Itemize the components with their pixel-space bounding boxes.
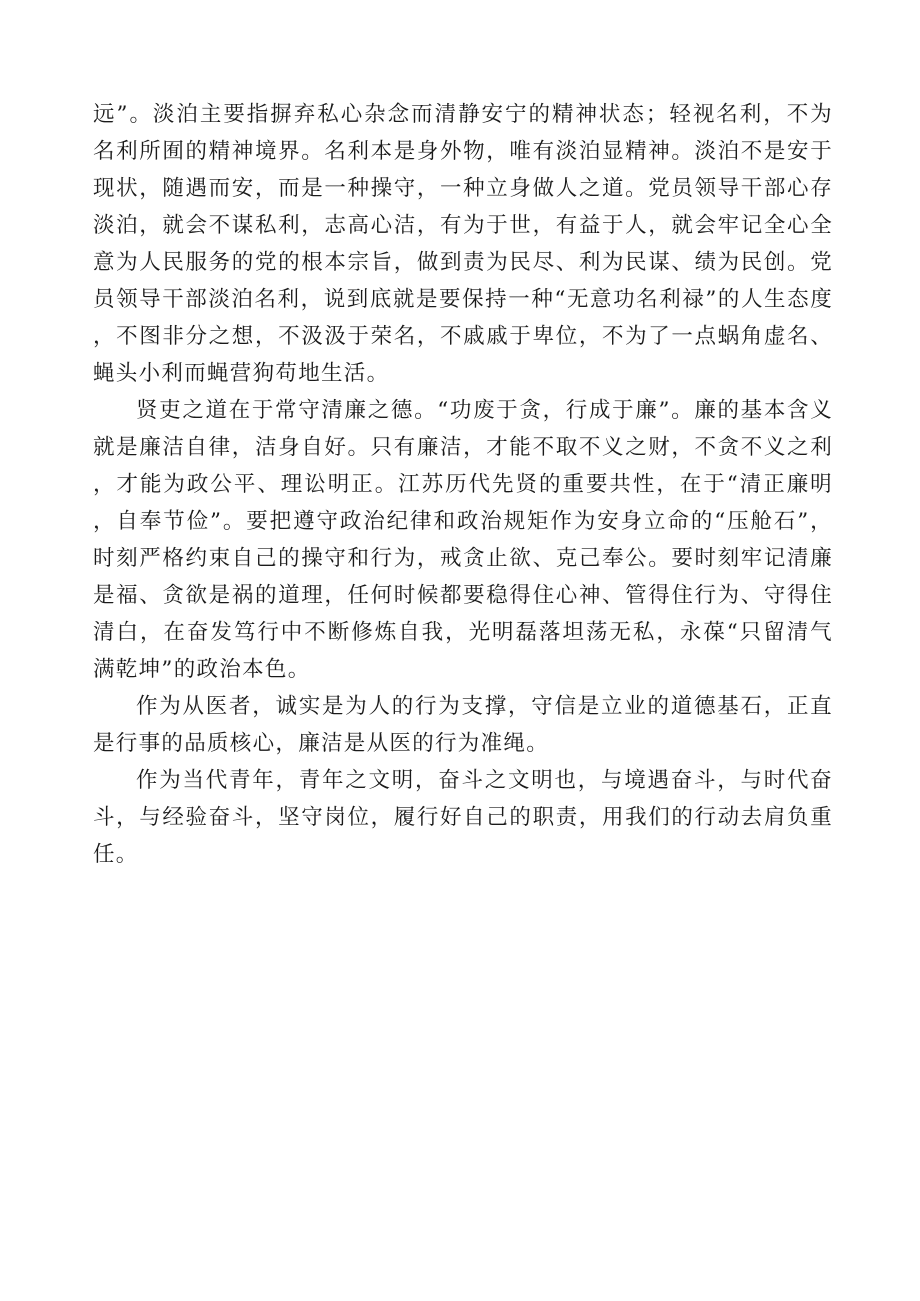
paragraph-4: 作为当代青年，青年之文明，奋斗之文明也，与境遇奋斗，与时代奋斗，与经验奋斗，坚守岗位，履行好自己的职责，用我们的行动去肩负重任。 — [93, 768, 833, 867]
paragraph-1: 远”。淡泊主要指摒弃私心杂念而清静安宁的精神状态；轻视名利，不为名利所囿的精神境界。名利本是身外物，唯有淡泊显精神。淡泊不是安于现状，随遇而安，而是一种操守，一种立身做人之道。党员领导干部心存淡泊，就会不谋私利，志高心洁，有为于世，有益于人，就会牢记全心全意为人民服务的党的根本宗旨，做到责为民尽、利为民谋、绩为民创。党员领导干部淡泊名利，说到底就是要保持一种“无意功名利禄”的人生态度，不图非分之想，不汲汲于荣名，不戚戚于卑位，不为了一点蜗角虚名、蝇头小利而蝇营狗苟地生活。 — [93, 102, 833, 386]
document-body — [93, 96, 833, 873]
paragraph-3: 作为从医者，诚实是为人的行为支撑，守信是立业的道德基石，正直是行事的品质核心，廉洁是从医的行为准绳。 — [93, 694, 833, 756]
paragraph-2: 贤吏之道在于常守清廉之德。“功废于贪，行成于廉”。廉的基本含义就是廉洁自律，洁身自好。只有廉洁，才能不取不义之财，不贪不义之利，才能为政公平、理讼明正。江苏历代先贤的重要共性，在于“清正廉明，自奉节俭”。要把遵守政治纪律和政治规矩作为安身立命的“压舱石”，时刻严格约束自己的操守和行为，戒贪止欲、克己奉公。要时刻牢记清廉是福、贪欲是祸的道理，任何时候都要稳得住心神、管得住行为、守得住清白，在奋发笃行中不断修炼自我，光明磊落坦荡无私，永葆“只留清气满乾坤”的政治本色。 — [93, 398, 833, 682]
